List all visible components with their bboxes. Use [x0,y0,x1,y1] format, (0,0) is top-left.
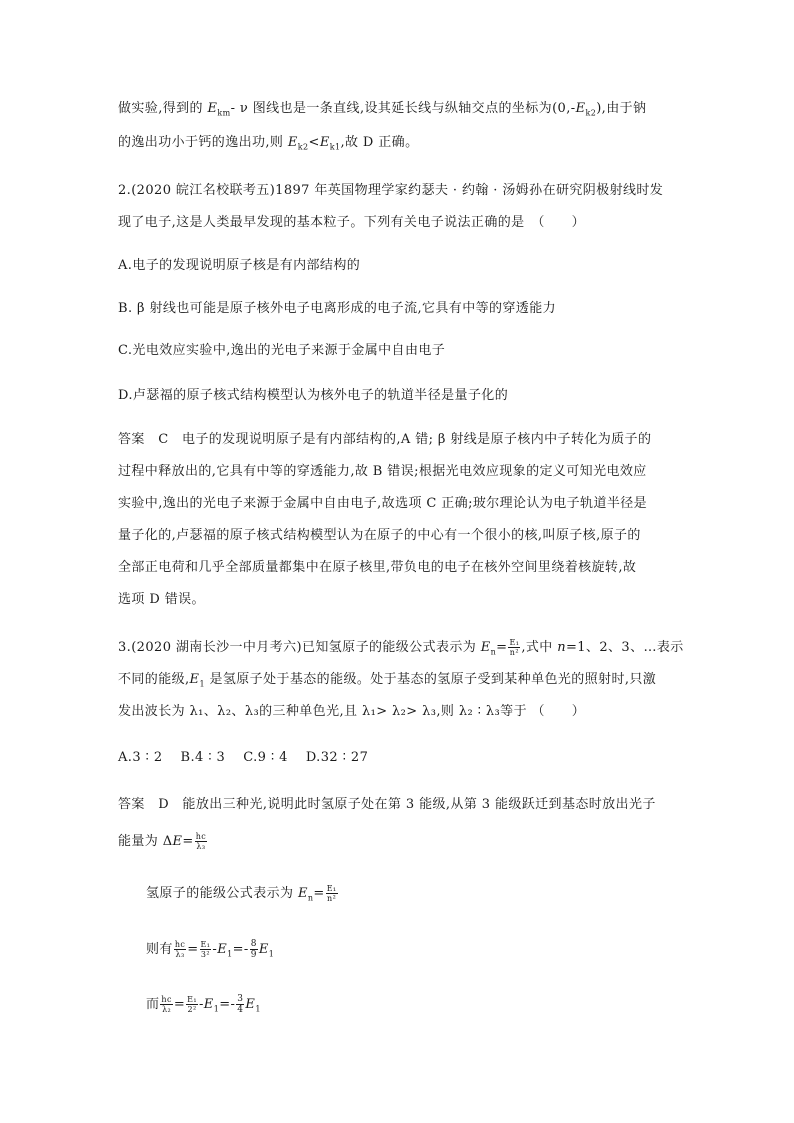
numerator: E₁ [187,995,197,1004]
a2-line5: 全部正电荷和几乎全部质量都集中在原子核里,带负电的电子在核外空间里绕着核旋转,故 [118,560,637,575]
text: ),由于钠 [596,101,647,116]
q2-option-a: A.电子的发现说明原子核是有内部结构的 [118,258,361,273]
text: 则有 [146,942,173,957]
a3-line3 [146,884,339,909]
text: - [199,997,204,1012]
text: - [212,942,218,957]
q3-stem-line1 [118,638,684,663]
subscript: 1 [255,1004,261,1014]
text: = [313,886,325,901]
q2-option-c: C.光电效应实验中,逸出的光电子来源于金属中自由电子 [118,343,446,358]
a3-line5 [146,994,261,1020]
subscript: k2 [297,142,309,152]
symbol: E [203,997,214,1012]
a2-line2: 过程中释放出的,它具有中等的穿透能力,故 B 错误;根据光电效应现象的定义可知光电效应 [118,464,647,479]
text: = [187,942,199,957]
numerator: E₁ [326,884,337,893]
subscript: 1 [199,679,205,689]
subscript: 1 [227,949,233,959]
subscript: k2 [585,108,597,118]
symbol: E [319,135,330,150]
symbol: E [297,886,308,901]
denominator: λ₃ [196,842,206,851]
symbol: E [287,135,298,150]
a2-line6: 选项 D 错误。 [118,592,205,607]
text: ,式中 [521,640,558,655]
subscript: k1 [329,142,341,152]
q3-option-c: C.9 ∶ 4 [243,750,288,765]
text: = [182,834,194,849]
text: 3.(2020 湖南长沙一中月考六)已知氢原子的能级公式表示为 [118,640,481,655]
para1-line2 [118,133,418,158]
q3-option-a: A.3 ∶ 2 [118,750,163,765]
fraction [186,995,198,1014]
q3-stem-line2 [118,670,656,695]
subscript: 1 [213,1004,220,1014]
denominator: n² [327,894,337,903]
a2-line4: 量子化的,卢瑟福的原子核式结构模型认为在原子的中心有一个很小的核,叫原子核,原子的 [118,528,641,543]
q2-option-b: B. β 射线也可能是原子核外电子电离形成的电子流,它具有中等的穿透能力 [118,301,556,316]
a2-line1: 答案 C 电子的发现说明原子是有内部结构的,A 错; β 射线是原子核内中子转化为质子的 [118,432,652,447]
fraction [160,995,172,1014]
text: =- [232,942,249,957]
fraction [250,939,258,960]
q3-options [118,748,368,768]
text: 的逸出功小于钙的逸出功,则 [118,135,288,150]
text: 不同的能级, [118,672,190,687]
para1-line1 [118,99,646,124]
subscript: 1 [268,949,275,959]
text: 而 [146,997,160,1012]
text: 能量为 Δ [118,834,173,849]
denominator: 9 [250,950,257,960]
denominator: λ₂ [162,1005,172,1014]
subscript: n [490,647,497,657]
symbol: n [557,640,566,655]
numerator: hc [161,995,172,1004]
text: =- [219,997,236,1012]
q3-option-b: B.4 ∶ 3 [180,750,226,765]
symbol: E [575,101,586,116]
numerator: 3 [237,994,244,1004]
a3-line2 [118,832,208,852]
subscript: km [217,108,231,118]
text: = [173,997,186,1012]
fraction [326,884,338,903]
fraction [508,638,520,657]
text: =1、2、3、…表示 [565,640,684,655]
symbol: E [172,834,183,849]
symbol: E [217,942,228,957]
denominator: 4 [237,1005,244,1015]
q3-option-d: D.32 ∶ 27 [305,750,369,765]
symbol: E [480,640,491,655]
text: < [308,135,320,150]
fraction [174,940,186,959]
fraction [195,832,207,851]
numerator: hc [195,832,207,841]
a2-line3: 实验中,逸出的光电子来源于金属中自由电子,故选项 C 正确;玻尔理论认为电子轨道半径是 [118,496,648,511]
text: - ν 图线也是一条直线,设其延长线与纵轴交点的坐标为(0,- [230,101,576,116]
denominator: λ₃ [175,950,185,959]
symbol: E [189,672,200,687]
q2-option-d: D.卢瑟福的原子核式结构模型认为核外电子的轨道半径是量子化的 [118,388,509,403]
text: ,故 D 正确。 [340,135,419,150]
q2-stem-line1: 2.(2020 皖江名校联考五)1897 年英国物理学家约瑟夫 · 约翰 · 汤姆孙在研究阴极射线时发 [118,183,664,198]
fraction [236,994,244,1015]
q2-stem-line2: 现了电子,这是人类最早发现的基本粒子。下列有关电子说法正确的是 （ ） [118,215,586,230]
numerator: E₁ [200,940,211,949]
text: = [496,640,508,655]
fraction [200,940,212,959]
a3-line4 [146,939,274,965]
subscript: n [307,893,314,903]
numerator: E₁ [509,638,520,647]
symbol: E [207,101,218,116]
q3-stem-line3: 发出波长为 λ₁、λ₂、λ₃的三种单色光,且 λ₁> λ₂> λ₃,则 λ₂ ∶ λ₃等于 （ ） [118,704,586,719]
denominator: 2² [187,1005,197,1014]
numerator: 8 [250,939,257,949]
denominator: 3² [200,950,211,959]
numerator: hc [174,940,186,949]
text: 做实验,得到的 [118,101,208,116]
a3-line1: 答案 D 能放出三种光,说明此时氢原子处在第 3 能级,从第 3 能级跃迁到基态时放出光子 [118,797,656,812]
symbol: E [245,997,256,1012]
symbol: E [258,942,269,957]
denominator: n² [509,648,519,657]
text: 氢原子的能级公式表示为 [146,886,298,901]
text: 是氢原子处于基态的能级。处于基态的氢原子受到某种单色光的照射时,只激 [204,672,657,687]
